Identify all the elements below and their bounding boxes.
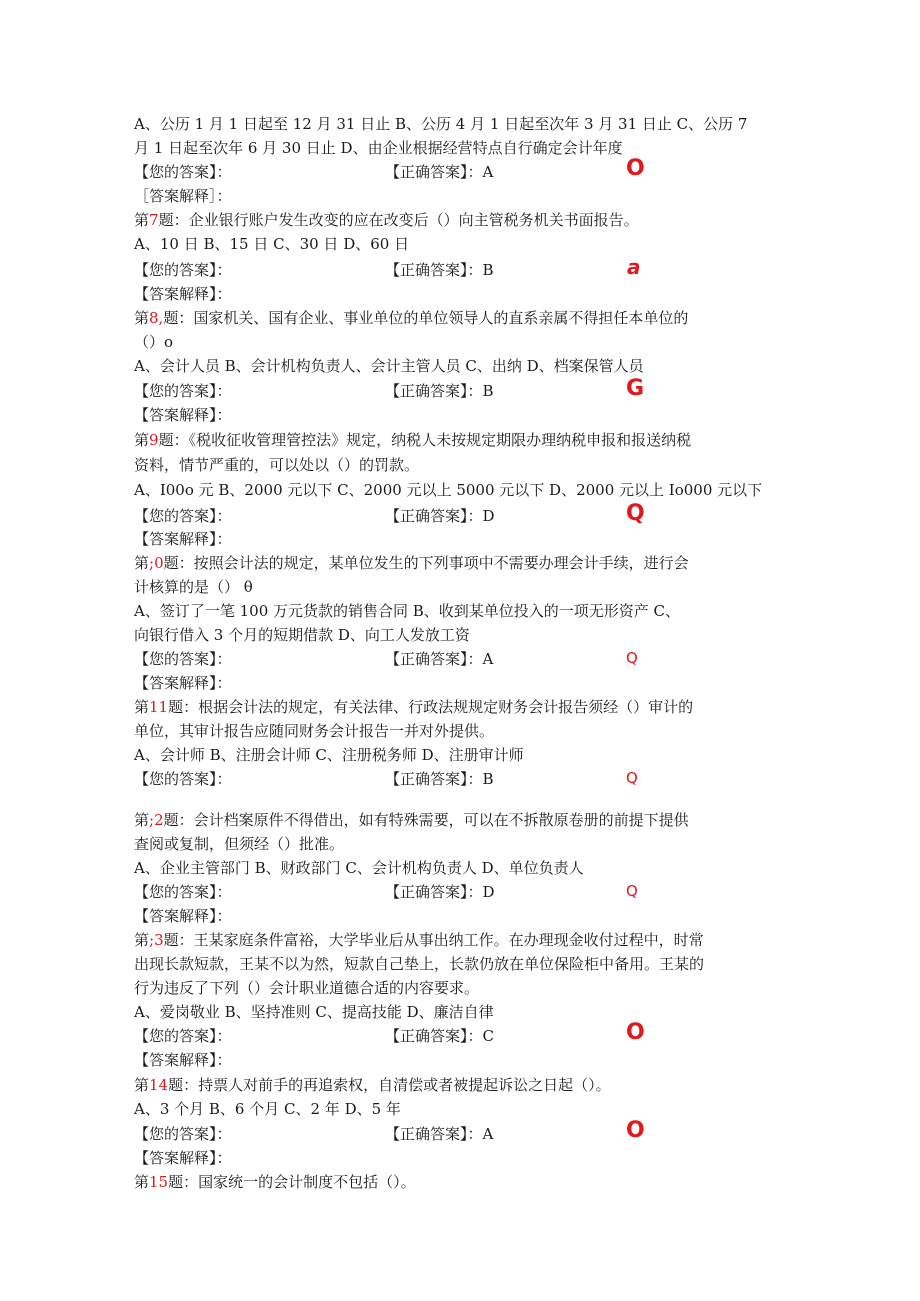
q13-question-line2: 出现长款短款，王某不以为然，短款自己垫上，长款仍放在单位保险柜中备用。王某的: [134, 955, 705, 973]
q8-options: A、会计人员 B、会计机构负责人、会计主管人员 C、出纳 D、档案保管人员: [134, 357, 644, 375]
correct-answer-value: B: [482, 382, 494, 400]
q11-correct-answer: [385, 769, 494, 789]
q7-explanation-label: 【答案解释】：: [134, 285, 232, 303]
q6-result-mark: O: [626, 156, 645, 181]
q12-your-answer-label: 【您的答案】：: [134, 883, 232, 901]
q14-question: 第14题：持票人对前手的再追索权，自清偿或者被提起诉讼之日起（）。: [134, 1076, 611, 1094]
q13-explanation-label: 【答案解释】：: [134, 1051, 232, 1069]
q10-result-mark: Q: [626, 649, 638, 667]
q6-options-line1: A、公历 1 月 1 日起至 12 月 31 日止 B、公历 4 月 1 日起至次年 3 月 31 日止 C、公历 7: [134, 115, 748, 133]
q7-your-answer-label: 【您的答案】：: [134, 261, 232, 279]
q10-explanation-label: 【答案解释】：: [134, 674, 232, 692]
q9-options: A、I00o 元 B、2000 元以下 C、2000 元以上 5000 元以下 D、2000 元以上 Io000 元以下: [134, 481, 763, 499]
question-number: 15: [149, 1173, 169, 1191]
q11-question-line2: 单位，其审计报告应随同财务会计报告一并对外提供。: [134, 722, 495, 740]
q13-options: A、爱岗敬业 B、坚持准则 C、提高技能 D、廉洁自律: [134, 1003, 494, 1021]
q12-correct-answer: [385, 882, 495, 902]
q14-result-mark: O: [626, 1118, 645, 1143]
q10-your-answer-label: 【您的答案】：: [134, 650, 232, 668]
q14-correct-answer: [385, 1124, 493, 1144]
correct-answer-label: 【正确答案】：: [385, 261, 483, 279]
correct-answer-value: B: [482, 770, 494, 788]
q11-result-mark: Q: [626, 769, 638, 787]
q14-options: A、3 个月 B、6 个月 C、2 年 D、5 年: [134, 1100, 401, 1118]
q9-your-answer-label: 【您的答案】：: [134, 507, 232, 525]
q7-result-mark: a: [627, 255, 641, 279]
q6-correct-answer: [385, 162, 493, 182]
q12-question-line2: 查阅或复制，但须经（）批准。: [134, 835, 345, 853]
q6-explanation-label: ［答案解释］：: [134, 187, 232, 205]
question-number: ;0: [149, 554, 164, 572]
q7-options: A、10 日 B、15 日 C、30 日 D、60 日: [134, 235, 410, 253]
correct-answer-value: B: [482, 261, 494, 279]
q12-options: A、企业主管部门 B、财政部门 C、会计机构负责人 D、单位负责人: [134, 859, 584, 877]
q13-question-line1: 第;3题：王某家庭条件富裕，大学毕业后从事出纳工作。在办理现金收付过程中，时常: [134, 931, 704, 949]
q8-your-answer-label: 【您的答案】：: [134, 382, 232, 400]
correct-answer-label: 【正确答案】：: [385, 650, 483, 668]
q10-question-line2: 计核算的是（） θ: [134, 578, 253, 596]
q6-options-line2: 月 1 日起至次年 6 月 30 日止 D、由企业根据经营特点自行确定会计年度: [134, 139, 623, 157]
q6-your-answer-label: 【您的答案】：: [134, 163, 232, 181]
q10-options-line1: A、签订了一笔 100 万元货款的销售合同 B、收到某单位投入的一项无形资产 C、: [134, 602, 681, 620]
q13-question-line3: 行为违反了下列（）会计职业道德合适的内容要求。: [134, 979, 480, 997]
question-number: ;2: [149, 811, 164, 829]
question-number: 9: [149, 431, 159, 449]
q14-your-answer-label: 【您的答案】：: [134, 1125, 232, 1143]
correct-answer-value: A: [482, 163, 494, 181]
q9-question-line1: 第9题：《税收征收管理管控法》规定，纳税人未按规定期限办理纳税申报和报送纳税: [134, 431, 692, 449]
correct-answer-value: C: [482, 1027, 494, 1045]
q7-question: 第7题：企业银行账户发生改变的应在改变后（）向主管税务机关书面报告。: [134, 211, 639, 229]
q9-correct-answer: [385, 506, 495, 526]
correct-answer-label: 【正确答案】：: [385, 1027, 483, 1045]
correct-answer-label: 【正确答案】：: [385, 770, 483, 788]
correct-answer-value: D: [482, 507, 495, 525]
question-number: ;3: [149, 931, 164, 949]
q14-explanation-label: 【答案解释】：: [134, 1149, 232, 1167]
correct-answer-label: 【正确答案】：: [385, 883, 483, 901]
correct-answer-value: D: [482, 883, 495, 901]
q9-explanation-label: 【答案解释】：: [134, 530, 232, 548]
q12-question-line1: 第;2题：会计档案原件不得借出，如有特殊需要，可以在不拆散原卷册的前提下提供: [134, 811, 689, 829]
correct-answer-label: 【正确答案】：: [385, 1125, 483, 1143]
correct-answer-label: 【正确答案】：: [385, 507, 483, 525]
q13-correct-answer: [385, 1026, 494, 1046]
q8-question-line2: （）o: [134, 333, 174, 351]
q11-options: A、会计师 B、注册会计师 C、注册税务师 D、注册审计师: [134, 746, 524, 764]
q13-your-answer-label: 【您的答案】：: [134, 1027, 232, 1045]
question-number: 11: [149, 698, 169, 716]
q13-result-mark: O: [626, 1020, 645, 1045]
question-number: 7: [149, 211, 159, 229]
q15-question: 第15题：国家统一的会计制度不包括（）。: [134, 1173, 416, 1191]
correct-answer-value: A: [482, 1125, 494, 1143]
q10-correct-answer: [385, 649, 493, 669]
q8-question-line1: 第8,题：国家机关、国有企业、事业单位的单位领导人的直系亲属不得担任本单位的: [134, 309, 689, 327]
q9-question-line2: 资料，情节严重的，可以处以（）的罚款。: [134, 456, 420, 474]
q12-explanation-label: 【答案解释】：: [134, 907, 232, 925]
correct-answer-label: 【正确答案】：: [385, 163, 483, 181]
q7-correct-answer: [385, 260, 494, 280]
q10-question-line1: 第;0题：按照会计法的规定，某单位发生的下列事项中不需要办理会计手续，进行会: [134, 554, 689, 572]
q9-result-mark: Q: [626, 501, 645, 526]
q8-explanation-label: 【答案解释】：: [134, 406, 232, 424]
q8-correct-answer: [385, 381, 494, 401]
q10-options-line2: 向银行借入 3 个月的短期借款 D、向工人发放工资: [134, 626, 470, 644]
q11-question-line1: 第11题：根据会计法的规定，有关法律、行政法规规定财务会计报告须经（）审计的: [134, 698, 694, 716]
q12-result-mark: Q: [626, 882, 638, 900]
question-number: 8,: [149, 309, 164, 327]
q8-result-mark: G: [626, 376, 645, 401]
q11-your-answer-label: 【您的答案】：: [134, 770, 232, 788]
correct-answer-value: A: [482, 650, 494, 668]
correct-answer-label: 【正确答案】：: [385, 382, 483, 400]
question-number: 14: [149, 1076, 169, 1094]
